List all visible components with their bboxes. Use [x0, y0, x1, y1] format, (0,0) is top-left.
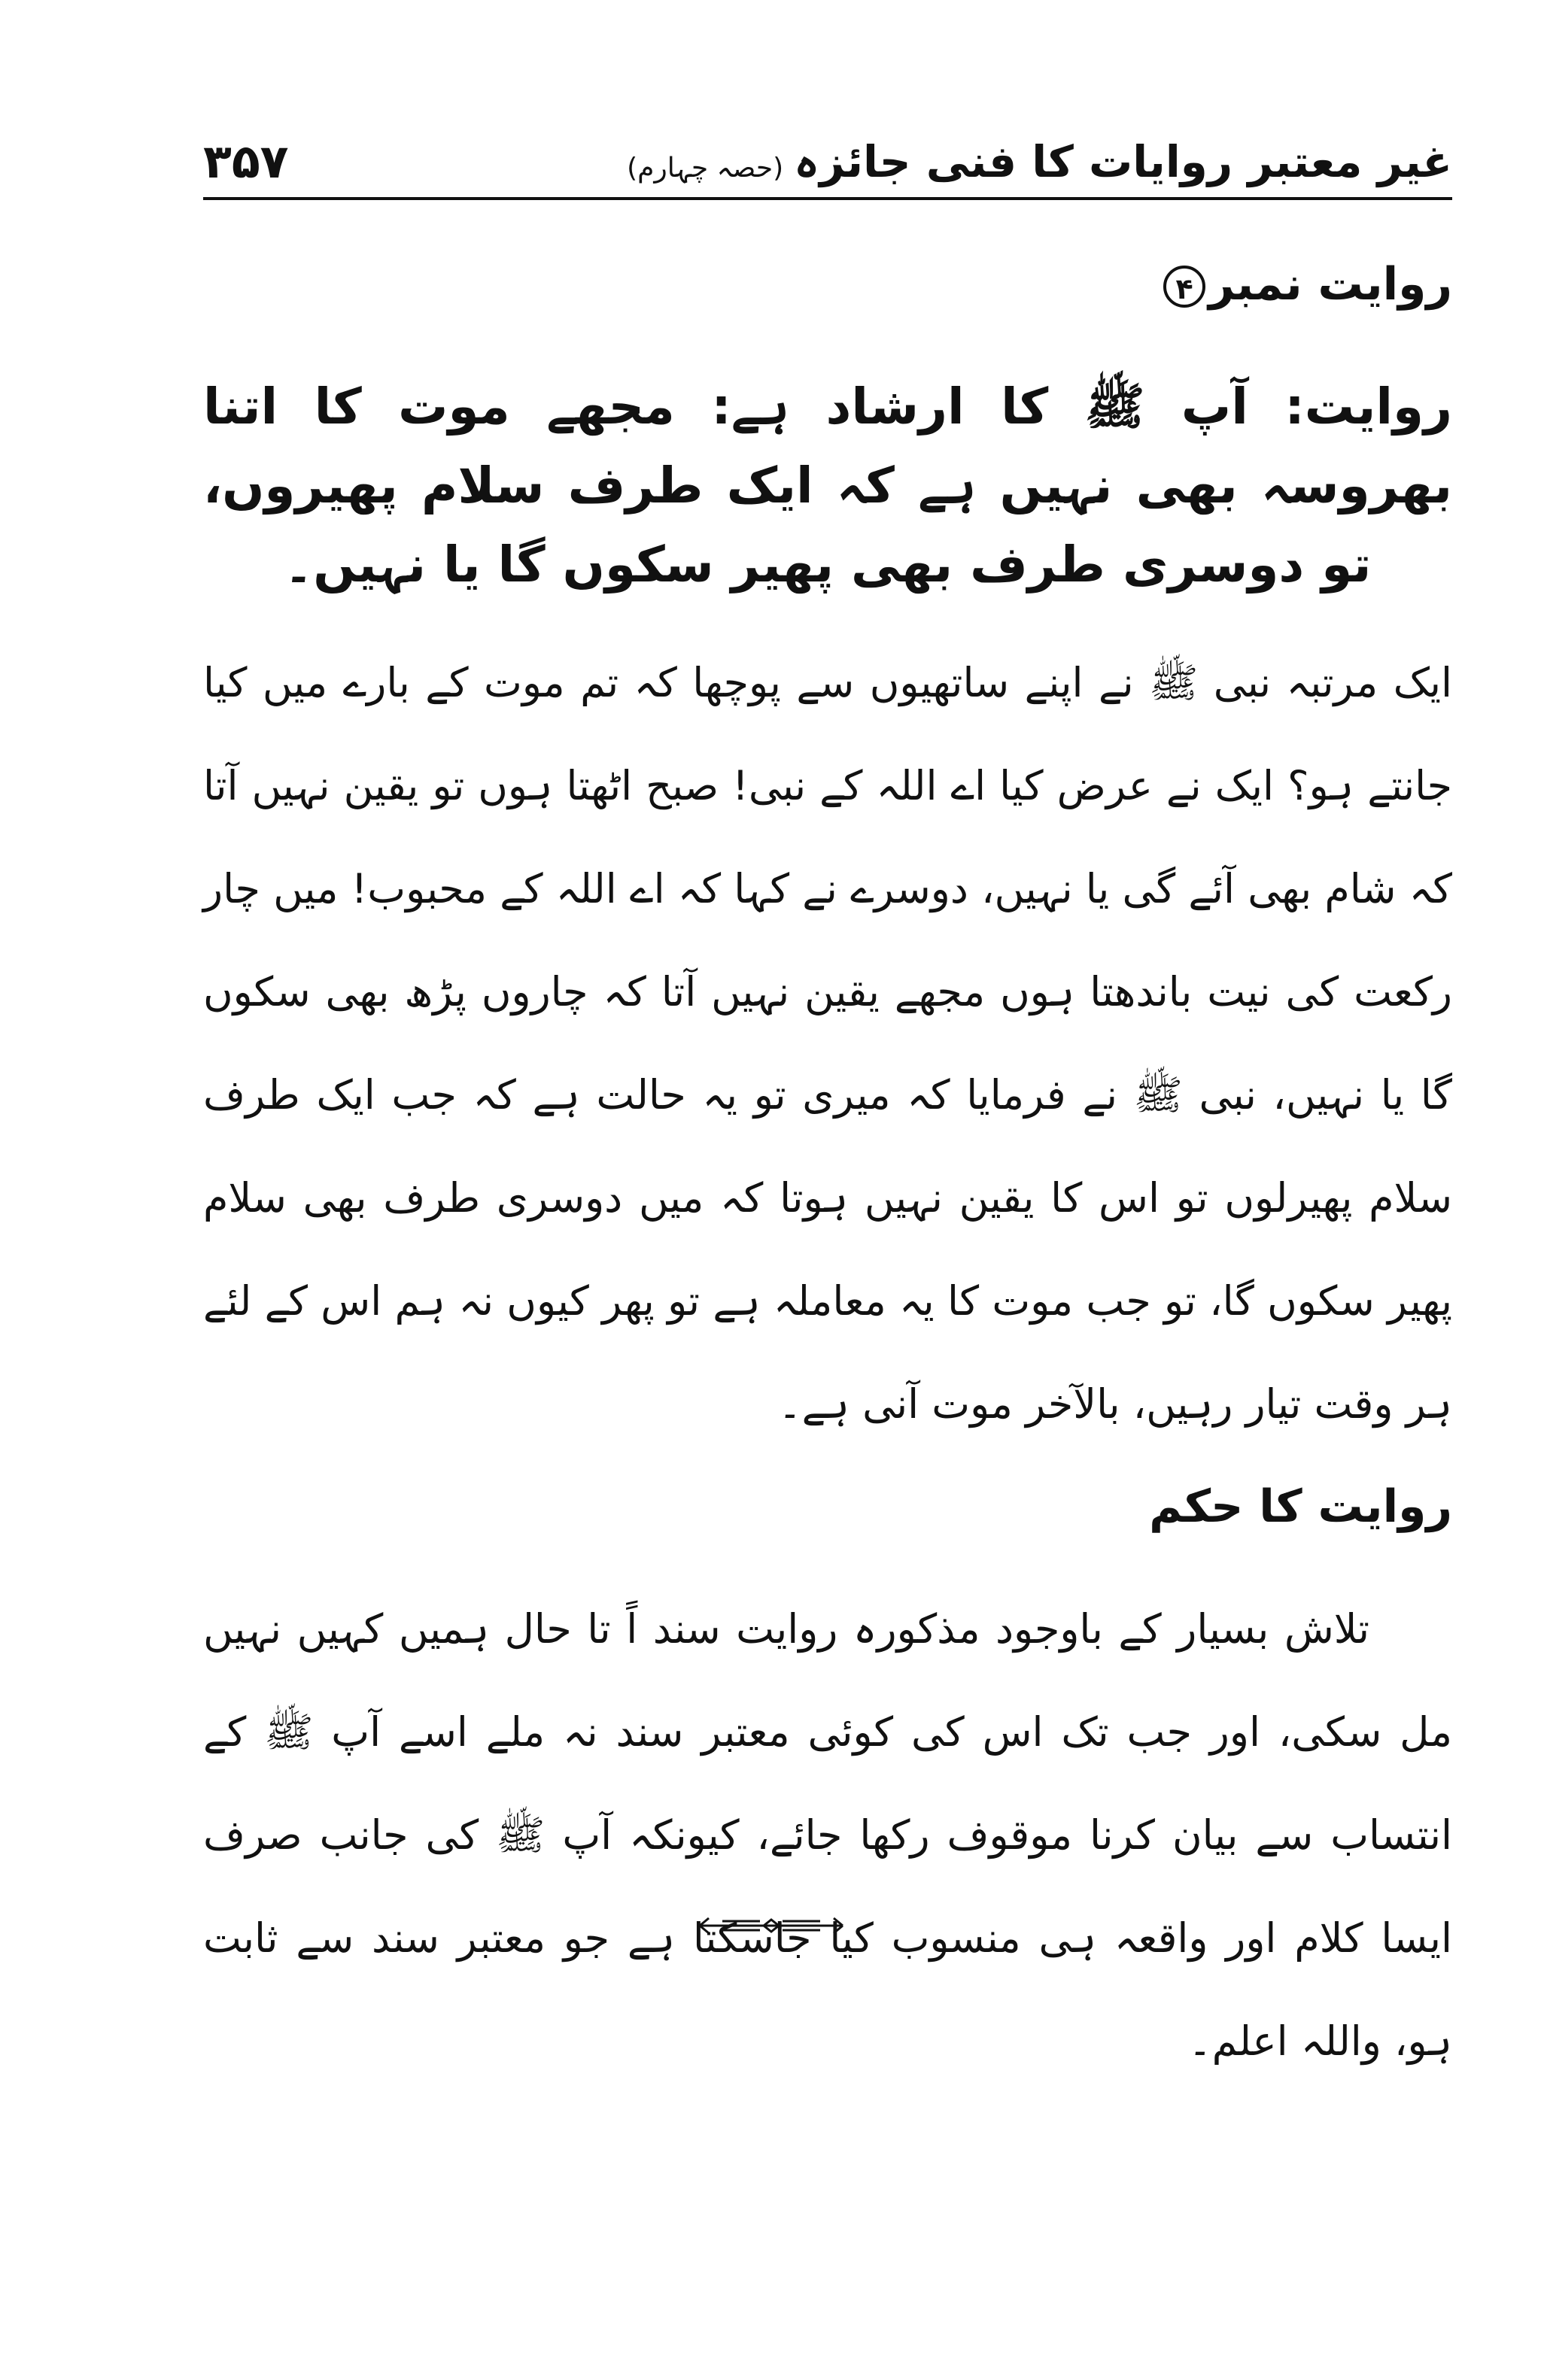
book-title-text: غیر معتبر روایات کا فنی جائزہ	[794, 136, 1452, 187]
book-part-label: (حصہ چہارم)	[627, 153, 784, 184]
header-rule	[203, 197, 1452, 200]
narration-text-block	[203, 367, 1452, 604]
narration-text: آپ ﷺ کا ارشاد ہے: مجھے موت کا اتنا بھروسہ بھی نہیں ہے کہ ایک طرف سلام پھیروں، تو دوسری طرف بھی پھیر سکوں گا یا نہیں۔	[203, 378, 1452, 593]
page-content	[203, 233, 1452, 2093]
running-header	[203, 128, 1452, 199]
section-heading-text: روایت نمبر	[1208, 258, 1452, 311]
section-heading-ruling: روایت کا حکم	[1149, 1480, 1452, 1533]
explanation-paragraph: ایک مرتبہ نبی ﷺ نے اپنے ساتھیوں سے پوچھا کہ تم موت کے بارے میں کیا جانتے ہو؟ ایک نے عرض کیا اے اللہ کے نبی! صبح اٹھتا ہوں تو یقین نہیں آتا کہ شام بھی آئے گی یا نہیں، دوسرے نے کہا کہ اے اللہ کے محبوب! میں چار رکعت کی نیت باندھتا ہوں مجھے یقین نہیں آتا کہ چاروں پڑھ بھی سکوں گا یا نہیں، نبی ﷺ نے فرمایا کہ میری تو یہ حالت ہے کہ جب ایک طرف سلام پھیرلوں تو اس کا یقین نہیں ہوتا کہ میں دوسری طرف بھی سلام پھیر سکوں گا، تو جب موت کا یہ معاملہ ہے تو پھر کیوں نہ ہم اس کے لئے ہر وقت تیار رہیں، بالآخر موت آنی ہے۔	[203, 659, 1452, 1428]
ruling-paragraph: تلاش بسیار کے باوجود مذکورہ روایت سند اً تا حال ہمیں کہیں نہیں مل سکی، اور جب تک اس کی کوئی معتبر سند نہ ملے اسے آپ ﷺ کے انتساب سے بیان کرنا موقوف رکھا جائے، کیونکہ آپ ﷺ کی جانب صرف ایسا کلام اور واقعہ ہی منسوب کیا جاسکتا ہے جو معتبر سند سے ثابت ہو، واللہ اعلم۔	[203, 1605, 1452, 2065]
narration-label: روایت:	[1284, 378, 1452, 436]
end-of-section-ornament-icon	[692, 1911, 850, 1941]
book-title	[627, 128, 1452, 202]
section-heading-narration-number	[203, 247, 1452, 322]
page-number: ۳۵۷	[203, 134, 289, 189]
narration-number-badge: ۴	[1163, 266, 1205, 308]
